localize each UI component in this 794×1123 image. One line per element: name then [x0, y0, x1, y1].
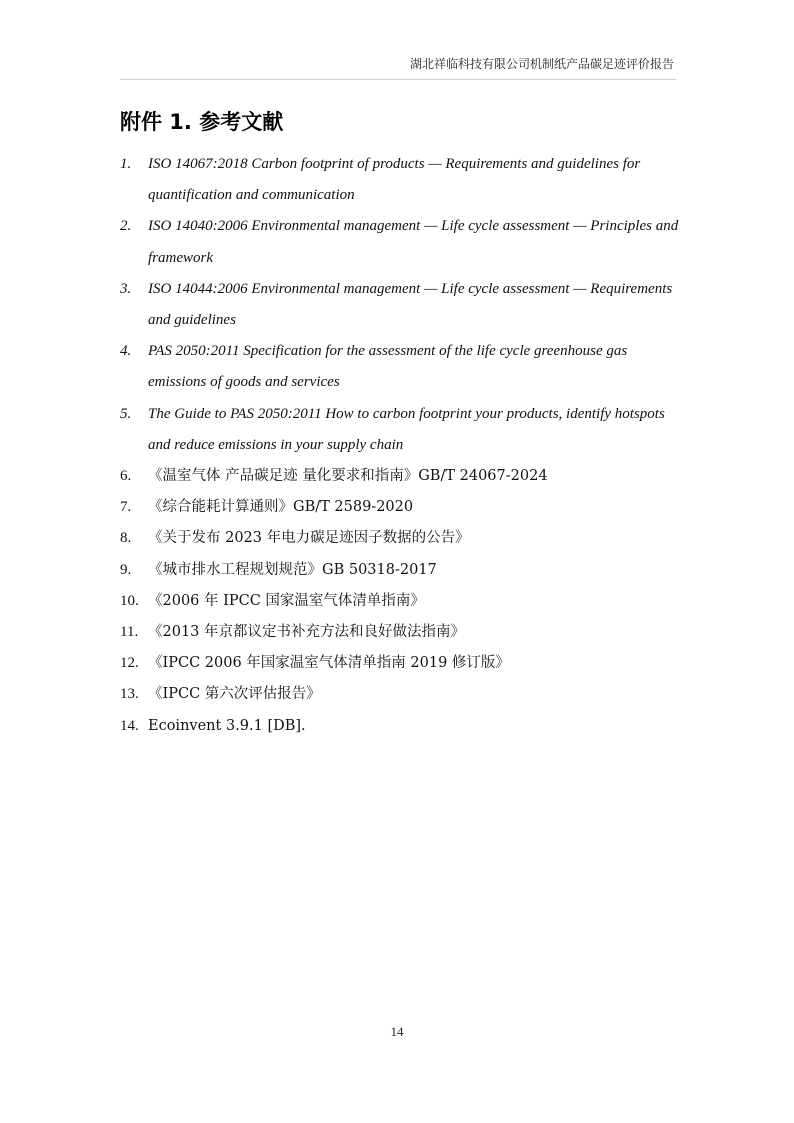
reference-number: 5. — [120, 405, 132, 422]
reference-text: 《2006 年 IPCC 国家温室气体清单指南》 — [148, 592, 425, 609]
reference-item — [120, 617, 680, 648]
reference-number: 3. — [120, 280, 132, 297]
reference-text: 《综合能耗计算通则》GB/T 2589-2020 — [148, 499, 414, 516]
reference-number: 4. — [120, 343, 132, 360]
reference-item — [120, 336, 680, 398]
reference-item — [120, 648, 680, 679]
reference-number: 10. — [120, 592, 139, 609]
reference-item — [120, 555, 680, 586]
reference-item — [120, 711, 680, 742]
running-header: 湖北祥临科技有限公司机制纸产品碳足迹评价报告 — [409, 57, 674, 71]
reference-text: 《2013 年京都议定书补充方法和良好做法指南》 — [148, 624, 466, 641]
reference-number: 13. — [120, 686, 139, 703]
reference-number: 14. — [120, 717, 139, 734]
reference-item — [120, 149, 680, 211]
reference-text: 《城市排水工程规划规范》GB 50318-2017 — [148, 561, 437, 578]
reference-text: PAS 2050:2011 Specification for the assessment of the life cycle greenhouse gas emissions of goods and services — [148, 343, 628, 391]
reference-number: 2. — [120, 218, 132, 235]
reference-text: 《关于发布 2023 年电力碳足迹因子数据的公告》 — [148, 530, 470, 547]
reference-text: The Guide to PAS 2050:2011 How to carbon footprint your products, identify hotspots and reduce emissions in your supply chain — [148, 405, 665, 453]
page-number: 14 — [390, 1024, 404, 1039]
reference-item — [120, 211, 680, 273]
reference-text: ISO 14067:2018 Carbon footprint of products — Requirements and guidelines for quantification and communication — [148, 156, 641, 204]
reference-number: 6. — [120, 468, 132, 485]
reference-text: 《IPCC 2006 年国家温室气体清单指南 2019 修订版》 — [148, 655, 510, 672]
reference-number: 11. — [120, 624, 139, 641]
reference-item — [120, 399, 680, 461]
reference-number: 8. — [120, 530, 132, 547]
reference-text: 《温室气体 产品碳足迹 量化要求和指南》GB/T 24067-2024 — [148, 468, 548, 485]
header-divider — [120, 79, 676, 80]
reference-text: 《IPCC 第六次评估报告》 — [148, 686, 321, 703]
reference-item — [120, 586, 680, 617]
reference-list — [120, 149, 680, 742]
reference-item — [120, 461, 680, 492]
section-title: 附件 1. 参考文献 — [120, 110, 284, 134]
reference-item — [120, 523, 680, 554]
reference-number: 1. — [120, 156, 132, 172]
reference-item — [120, 679, 680, 710]
reference-item — [120, 492, 680, 523]
reference-text: Ecoinvent 3.9.1 [DB]. — [148, 717, 306, 734]
reference-text: ISO 14040:2006 Environmental management — Life cycle assessment — Principles and framework — [148, 218, 679, 266]
reference-number: 7. — [120, 499, 132, 516]
reference-text: ISO 14044:2006 Environmental management — Life cycle assessment — Requirements and guidelines — [148, 280, 673, 329]
reference-item — [120, 274, 680, 336]
reference-number: 12. — [120, 655, 139, 672]
reference-number: 9. — [120, 561, 132, 578]
